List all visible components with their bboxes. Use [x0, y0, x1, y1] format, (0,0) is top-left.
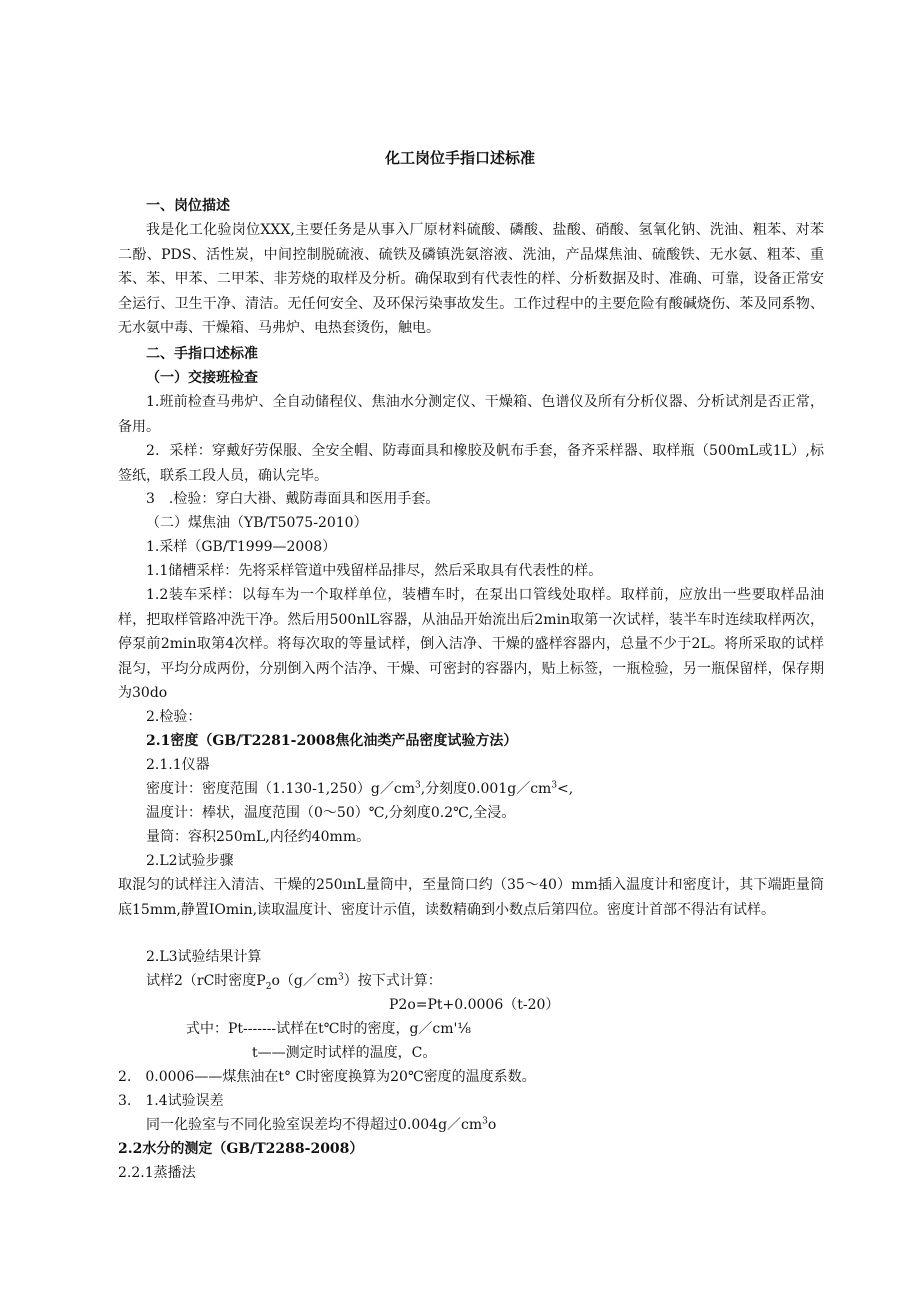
line-where-t: t——测定时试样的温度，C。	[252, 1045, 437, 1061]
heading-density: 2.1密度（GB/T2281-2008焦化油类产品密度试验方法）	[146, 733, 518, 749]
paragraph-truck-sampling: 1.2装车采样：以每车为一个取样单位，装槽车时，在泵出口管线处取样。取样前，应放出一些要取样品油样，把取样管路冲洗干净。然后用500nlL容器，从油品开始流出后2min取第一次试样，装半车时连续取样两次，停泵前2min取第4次样。将每次取的等量试样，倒入洁净、干燥的盛样容器内，总量不少于2L。将所采取的试样混匀，平均分成两份，分别倒入两个洁净、干燥、可密封的容器内，贴上标签，一瓶检验，另一瓶保留样，保存期为30do	[118, 587, 824, 701]
line-check-3: 3 .检验：穿白大褂、戴防毒面具和医用手套。	[146, 491, 440, 507]
line-hydrometer: 密度计：密度范围$(1.130-1,250)g/cm^3$,分刻度$0.001g/cm^3<$,	[146, 780, 574, 797]
heading-distillation: 2.2.1蒸播法	[118, 1165, 196, 1181]
heading-shift-check: （一）交接班检查	[146, 370, 258, 386]
heading-test-error: 3. 1.4试验误差	[118, 1093, 224, 1109]
paragraph-test-steps: 取混匀的试样注入清洁、干燥的250ınL量筒中，至量筒口约（35～40）mm插入温度计和密度计，其下端距量筒底15mm,静置IOmin,读取温度计、密度计示值，读数精确到小数点后第四位。密度计首部不得沾有试样。	[118, 877, 824, 918]
heading-coal-tar: （二）煤焦油（YB/T5075-2010）	[146, 515, 368, 531]
heading-result-calc: 2.L3试验结果计算	[146, 949, 262, 965]
line-error-limit: 同一化验室与不同化验室误差均不得超过$0.004g/cm^3o$	[146, 1116, 497, 1133]
heading-sampling: 1.采样（GB/T1999—2008）	[146, 539, 337, 555]
paragraph-job-intro: 我是化工化验岗位XXX,主要任务是从事入厂原材料硫酸、磷酸、盐酸、硝酸、氢氧化钠、洗油、粗苯、对苯二酚、PDS、活性炭，中间控制脱硫液、硫铁及磷镇洗氨溶液、洗油，产品煤焦油、硫酸铁、无水氨、粗苯、重苯、苯、甲苯、二甲苯、非芳烧的取样及分析。确保取到有代表性的样、分析数据及时、准确、可靠，设备正常安全运行、卫生干净、清洁。无任何安全、及环保污染事故发生。工作过程中的主要危险有酸碱烧伤、苯及同系物、无水氨中毒、干燥箱、马弗炉、电热套烫伤，触电。	[118, 222, 824, 336]
formula: P2o=Pt+0.0006（t-20）	[389, 997, 560, 1013]
heading-water-content: 2.2水分的测定（GB/T2288-2008）	[118, 1141, 364, 1157]
line-cylinder: 量筒：容积250mL,内径约40mm。	[146, 829, 371, 845]
heading-job-description: 一、岗位描述	[146, 198, 230, 214]
document-title: 化工岗位手指口述标准	[384, 149, 535, 167]
paragraph-check-1: 1.班前检查马弗炉、全自动储程仪、焦油水分测定仪、干燥箱、色谱仪及所有分析仪器、分析试剂是否正常，备用。	[118, 394, 824, 435]
line-calc-intro: 试样2（rC时密度$P_2o(g/cm^3)$按下式计算：	[146, 972, 442, 992]
line-tank-sampling: 1.1储槽采样：先将采样管道中残留样品排尽，然后采取具有代表性的样。	[146, 563, 603, 579]
line-coefficient: 2. 0.0006——煤焦油在t° C时密度换算为20℃密度的温度系数。	[118, 1069, 536, 1085]
line-where-pt: 式中：Pt-------试样在t℃时的密度，g／cm'⅛	[186, 1021, 471, 1037]
heading-testing: 2.检验：	[146, 709, 202, 725]
line-thermometer: 温度计：棒状，温度范围（0～50）℃,分刻度0.2℃,全浸。	[146, 805, 516, 821]
heading-test-steps: 2.L2试验步骤	[146, 853, 234, 869]
heading-instruments: 2.1.1仪器	[146, 757, 210, 773]
paragraph-check-2: 2．采样：穿戴好劳保服、全安全帽、防毒面具和橡胶及帆布手套，备齐采样器、取样瓶（500mL或1L）,标签纸，联系工段人员，确认完毕。	[118, 443, 824, 484]
heading-finger-standard: 二、手指口述标准	[146, 346, 258, 362]
